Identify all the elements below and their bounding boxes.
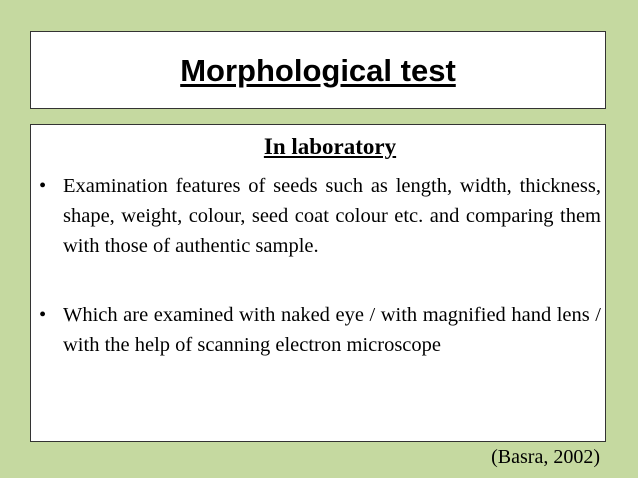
bullet-item	[31, 300, 605, 360]
bullet-item	[31, 171, 605, 261]
bullet-dot-icon: •	[39, 304, 47, 326]
bullet-text: Which are examined with naked eye / with magnified hand lens / with the help of scanning electron microscope	[63, 304, 601, 356]
section-subtitle: In laboratory	[263, 134, 397, 159]
citation: (Basra, 2002)	[491, 446, 600, 468]
content-box	[30, 124, 606, 442]
bullet-text: Examination features of seeds such as length, width, thickness, shape, weight, colour, seed coat colour etc. and comparing them with those of authentic sample.	[63, 175, 601, 257]
slide-title: Morphological test	[180, 52, 456, 88]
title-box	[30, 31, 606, 109]
bullet-dot-icon: •	[39, 175, 47, 197]
